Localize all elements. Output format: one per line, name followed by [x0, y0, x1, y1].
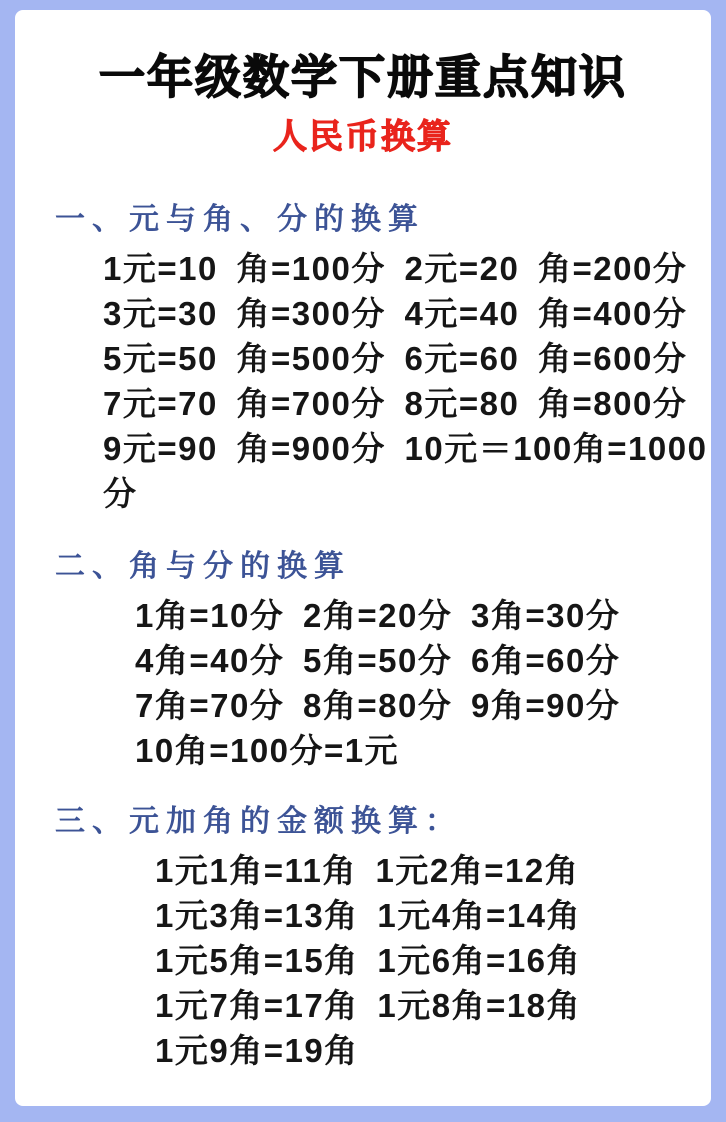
conversion-line: 1元5角=15角 1元6角=16角 — [155, 942, 582, 979]
section-heading: 一、元与角、分的换算 — [55, 203, 425, 236]
conversion-line: 5元=50 角=500分 6元=60 角=600分 — [103, 340, 688, 377]
conversion-line: 3元=30 角=300分 4元=40 角=400分 — [103, 295, 688, 332]
conversion-line: 1元3角=13角 1元4角=14角 — [155, 897, 582, 934]
section-heading: 三、元加角的金额换算： — [55, 805, 462, 838]
section-yuan-jiao-fen-conversion — [15, 200, 711, 516]
conversion-line: 1元9角=19角 — [155, 1032, 359, 1069]
page-title: 一年级数学下册重点知识 — [99, 51, 627, 103]
page-subtitle: 人民币换算 — [273, 118, 453, 156]
section-heading: 二、角与分的换算 — [55, 550, 351, 583]
worksheet-card — [15, 10, 711, 1106]
conversion-line: 9元=90 角=900分 10元＝100角=1000分 — [103, 430, 708, 512]
section-jiao-fen-conversion — [15, 547, 711, 773]
conversion-line: 1角=10分 2角=20分 3角=30分 — [135, 597, 621, 634]
conversion-line: 10角=100分=1元 — [135, 732, 400, 769]
section-yuan-plus-jiao-amount-conversion — [15, 802, 711, 1073]
conversion-line: 4角=40分 5角=50分 6角=60分 — [135, 642, 621, 679]
conversion-line: 1元=10 角=100分 2元=20 角=200分 — [103, 250, 688, 287]
conversion-line: 7元=70 角=700分 8元=80 角=800分 — [103, 385, 688, 422]
conversion-line: 1元7角=17角 1元8角=18角 — [155, 987, 582, 1024]
conversion-line: 7角=70分 8角=80分 9角=90分 — [135, 687, 621, 724]
conversion-line: 1元1角=11角 1元2角=12角 — [155, 852, 580, 889]
